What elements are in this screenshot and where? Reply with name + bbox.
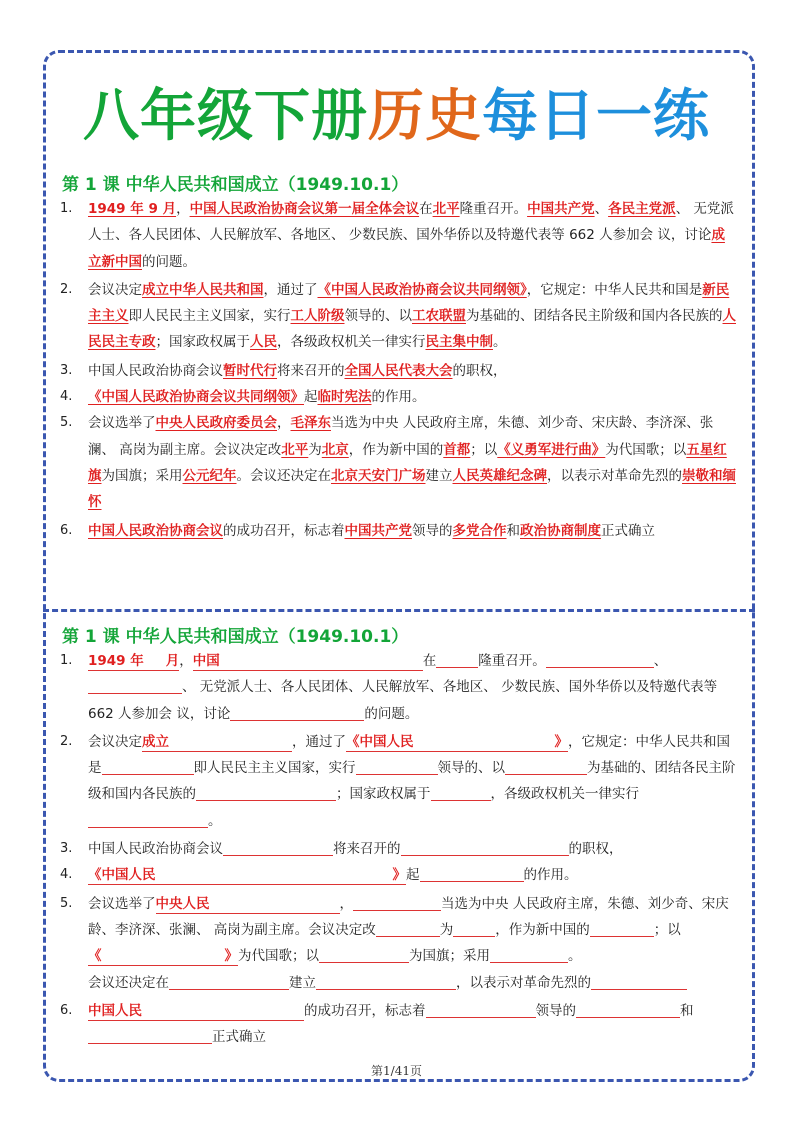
text: 中国人民政治协商会议 [88, 841, 223, 858]
fill-blank[interactable] [426, 1001, 536, 1018]
text: 。 [208, 812, 222, 829]
fill-blank[interactable] [88, 947, 238, 966]
key-term: 工农联盟 [412, 308, 466, 325]
text: 的作用。 [371, 389, 426, 406]
fill-blank[interactable] [376, 920, 440, 937]
fill-blank[interactable] [88, 677, 182, 694]
text: 隆重召开。 [459, 201, 528, 217]
fill-blank[interactable] [196, 784, 336, 801]
list-item [58, 891, 736, 996]
answer-list [58, 196, 736, 544]
text: 的成功召开，标志着 [223, 522, 345, 539]
text: 会议决定 [88, 281, 142, 298]
text: ，以表示对革命先烈的 [456, 974, 591, 991]
fill-blank[interactable] [576, 1001, 680, 1018]
text: 会议选举了 [88, 415, 156, 432]
text: ，作为新中国的 [348, 441, 444, 458]
item-number: 1. [60, 201, 73, 216]
item-number: 2. [60, 733, 73, 749]
fill-blank[interactable] [88, 1027, 212, 1044]
key-term: 中央人民政府委员会 [155, 415, 277, 432]
item-number: 5. [60, 895, 73, 911]
fill-blank[interactable] [346, 733, 568, 752]
fill-blank[interactable] [431, 784, 491, 801]
fill-blank[interactable] [169, 973, 289, 990]
text: ，各级政权机关一律实行 [490, 786, 639, 803]
title-part-grade: 八年级下册 [83, 84, 368, 149]
exercise-list [58, 648, 736, 1050]
list-item [58, 862, 736, 888]
text: 的作用。 [523, 867, 578, 884]
fill-blank[interactable] [401, 839, 569, 856]
fill-blank[interactable] [353, 894, 441, 911]
text: 正式确立 [601, 522, 655, 539]
item-number: 4. [60, 389, 73, 405]
text: 。会议还决定在 [236, 467, 331, 484]
fill-blank[interactable] [316, 973, 456, 990]
text: 为代国歌；以 [605, 441, 687, 458]
text: 即人民民主主义国家，实行 [128, 308, 291, 325]
key-term: 中国共产党 [344, 522, 412, 539]
text: 即人民民主主义国家，实行 [193, 760, 356, 777]
key-term: 成立中华人民共和国 [142, 281, 264, 298]
text: 、 无党派人士、各人民团体、人民解放军、各地区、 少数民族、国外华侨以及特邀代表等 662 人参加会 议，讨论 [88, 201, 734, 244]
key-term: 各民主党派 [608, 201, 676, 217]
text: 为 [439, 921, 454, 938]
item-number: 6. [60, 522, 73, 538]
text: ，它规定：中华人民共和国是 [526, 281, 703, 298]
text: ；国家政权属于 [155, 334, 250, 351]
fill-blank[interactable] [102, 758, 194, 775]
list-item [58, 277, 736, 356]
text: 和 [680, 1002, 694, 1019]
key-term: 中国共产党 [527, 201, 595, 217]
section-divider [43, 609, 755, 612]
key-term: 中国人民政治协商会议第一届全体会议 [189, 201, 420, 217]
key-term: 暂时代行 [223, 362, 277, 379]
text: 、 [653, 653, 668, 669]
page-number: 第1/41页 [371, 1064, 422, 1078]
key-term: 北京天安门广场 [331, 467, 426, 484]
item-number: 4. [60, 867, 73, 883]
list-item [58, 410, 736, 515]
fill-blank[interactable] [420, 865, 524, 882]
text: 隆重召开。 [478, 653, 546, 669]
text: 为国旗；采用 [101, 467, 183, 484]
text: 在 [419, 201, 433, 217]
text: 为 [308, 441, 322, 458]
list-item [58, 358, 736, 384]
fill-blank[interactable] [142, 733, 292, 752]
fill-blank[interactable] [88, 1002, 304, 1021]
text: ；以 [653, 921, 681, 938]
fill-blank[interactable] [88, 866, 406, 885]
text: ，通过了 [292, 733, 346, 750]
text: ， [176, 201, 190, 217]
text: 和 [506, 522, 520, 539]
key-term: 五星红旗 [88, 441, 727, 484]
text: 、 无党派人士、各人民团体、人民解放军、各地区、 少数民族、国外华侨以及特邀代表等 662 人参加会 议，讨论 [88, 679, 718, 722]
text: 领导的、以 [437, 760, 505, 777]
text: 的问题。 [142, 253, 196, 270]
key-term: 中国人民政治协商会议 [88, 522, 223, 539]
text: ， [179, 653, 193, 669]
text: 、 [594, 201, 609, 217]
list-item [58, 196, 736, 275]
fill-blank[interactable] [591, 973, 687, 990]
item-number: 3. [60, 362, 73, 378]
fill-blank[interactable] [223, 839, 333, 856]
text: 将来召开的 [277, 362, 345, 379]
text: ， [339, 895, 353, 912]
text: 领导的、以 [344, 308, 412, 325]
text: ；以 [470, 441, 498, 458]
text: 会议决定 [88, 733, 142, 750]
fill-blank[interactable] [436, 651, 478, 668]
list-item [58, 384, 736, 410]
list-item [58, 998, 736, 1051]
fill-blank[interactable] [453, 920, 495, 937]
text: 建立 [425, 467, 453, 484]
text: 领导的 [412, 522, 453, 539]
text: ，它规定：中华人民共和国是 [88, 733, 730, 777]
key-term: 公元纪年 [182, 467, 237, 484]
prefilled-text: 中央人民 [155, 895, 210, 912]
text: 正式确立 [212, 1029, 266, 1046]
prefilled-text: 月 [165, 653, 180, 669]
list-item [58, 729, 736, 834]
key-term: 临时宪法 [317, 389, 372, 406]
fill-blank[interactable] [546, 651, 654, 668]
text: 的问题。 [364, 705, 419, 722]
text: 的职权， [568, 841, 623, 858]
prefilled-text: 《中国人民 [88, 867, 156, 884]
key-term: 《义勇军进行曲》 [497, 441, 606, 458]
text: 的职权， [452, 362, 507, 379]
key-term: 全国人民代表大会 [344, 362, 453, 379]
text: ，通过了 [263, 281, 318, 298]
fill-blank[interactable] [230, 704, 364, 721]
item-number: 6. [60, 1002, 73, 1018]
key-term: 1949 年 9 月 [88, 201, 177, 217]
title-part-subject: 历史 [368, 84, 482, 149]
item-number: 3. [60, 841, 73, 857]
text: 的成功召开，标志着 [304, 1002, 426, 1019]
text: 会议选举了 [88, 895, 156, 912]
text: 建立 [289, 974, 316, 991]
title-part-daily: 每日一练 [482, 84, 710, 149]
key-term: 北京 [321, 441, 349, 458]
prefilled-text: 1949 年 [88, 653, 144, 669]
key-term: 北平 [281, 441, 309, 458]
text: 起 [304, 389, 318, 406]
key-term: 首都 [443, 441, 471, 458]
fill-blank[interactable] [590, 920, 654, 937]
fill-blank[interactable] [490, 946, 568, 963]
prefilled-text: 》 [554, 733, 568, 750]
text: 为代国歌；以 [238, 948, 319, 965]
page-title [0, 84, 793, 150]
key-term: 人民 [250, 334, 277, 351]
text: ，以表示对革命先烈的 [547, 467, 682, 484]
text: 。 [493, 334, 507, 351]
list-item [58, 648, 736, 727]
prefilled-text: 》 [224, 948, 238, 965]
text: 为国旗；采用 [409, 948, 490, 965]
text: 领导的 [535, 1002, 576, 1019]
text: 将来召开的 [333, 841, 401, 858]
prefilled-text: 《 [88, 948, 102, 965]
text: 为基础的、团结各民主阶级和国内各民族的 [88, 760, 736, 803]
key-term: 北平 [432, 201, 460, 217]
prefilled-text: 成立 [142, 733, 169, 750]
prefilled-text: 中国 [192, 653, 220, 669]
prefilled-text: 《中国人民 [346, 733, 414, 750]
item-number: 1. [60, 653, 73, 668]
key-term: 工人阶级 [290, 308, 345, 325]
key-term: 《中国人民政治协商会议共同纲领》 [317, 281, 527, 298]
fill-blank[interactable] [356, 758, 438, 775]
key-term: 多党合作 [452, 522, 507, 539]
text: 当选为中央 人民政府主席，朱德、刘少奇、宋庆龄、李济深、张澜、 高岗为副主席。会议决定改 [88, 415, 714, 458]
list-item [58, 518, 736, 544]
prefilled-answer[interactable] [88, 652, 179, 671]
text: 为基础的、团结各民主阶级和国内各民族的 [466, 308, 723, 325]
lesson-heading: 第 1 课 中华人民共和国成立（1949.10.1） [62, 175, 409, 195]
key-term: 民主集中制 [425, 334, 493, 351]
prefilled-text: 中国人民 [88, 1002, 142, 1019]
key-term: 崇敬和缅怀 [88, 467, 736, 511]
prefilled-text: 》 [392, 867, 406, 884]
text: ， [277, 415, 291, 432]
key-term: 《中国人民政治协商会议共同纲领》 [88, 389, 304, 406]
fill-blank[interactable] [505, 758, 587, 775]
text: ，各级政权机关一律实行 [277, 334, 426, 351]
text: 会议还决定在 [88, 974, 169, 991]
key-term: 新民主主义 [88, 281, 730, 325]
text: 中国人民政治协商会议 [88, 362, 223, 379]
text: 。 [568, 948, 582, 965]
list-item [58, 836, 736, 862]
text: ，作为新中国的 [495, 921, 590, 938]
key-term: 人民民主专政 [88, 308, 736, 351]
text: ；国家政权属于 [336, 786, 431, 803]
text: 在 [422, 653, 437, 669]
key-term: 政治协商制度 [520, 522, 601, 539]
fill-blank[interactable] [193, 652, 423, 671]
fill-blank[interactable] [156, 895, 340, 914]
lesson-heading: 第 1 课 中华人民共和国成立（1949.10.1） [62, 627, 409, 647]
text: 起 [406, 867, 420, 884]
key-term: 人民英雄纪念碑 [452, 467, 547, 484]
key-term: 毛泽东 [290, 415, 331, 432]
key-term: 成立新中国 [88, 227, 725, 270]
fill-blank[interactable] [319, 946, 409, 963]
item-number: 5. [60, 415, 73, 431]
item-number: 2. [60, 281, 73, 297]
fill-blank[interactable] [88, 811, 208, 828]
text: 当选为中央 人民政府主席，朱德、刘少奇、宋庆龄、李济深、张澜、 高岗为副主席。会议决定改 [88, 895, 729, 938]
